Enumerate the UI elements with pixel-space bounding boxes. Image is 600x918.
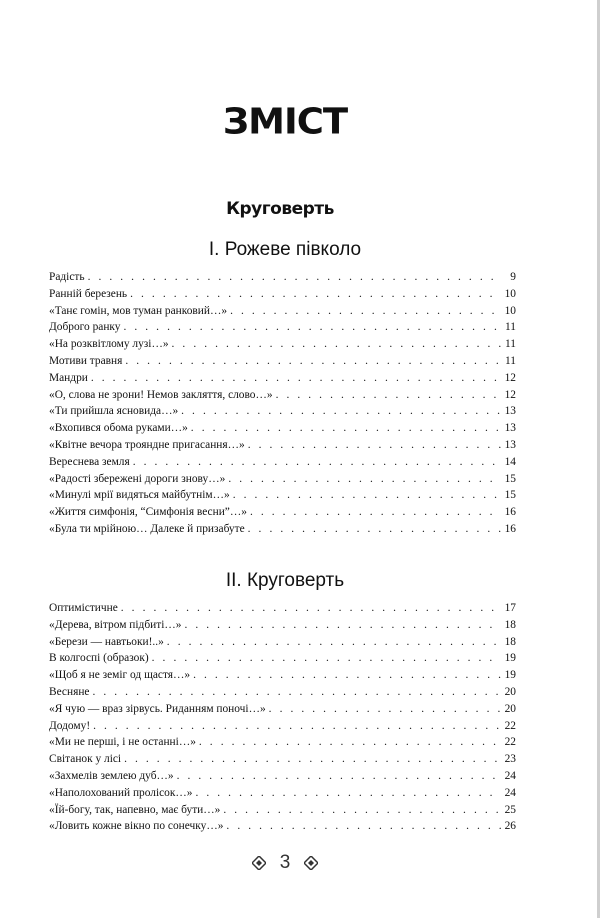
toc-entry-title: «Життя симфонія, “Симфонія весни”…» (49, 506, 247, 519)
toc-entry (49, 405, 516, 422)
toc-leader-dots (199, 736, 501, 748)
toc-entry-page: 20 (504, 702, 516, 715)
toc-entry (49, 720, 516, 737)
section-heading-2: ІІ. Круговерть (225, 570, 345, 591)
toc-entry-title: «Танє гомін, мов туман ранковий…» (49, 304, 228, 317)
toc-leader-dots (91, 372, 501, 384)
toc-entry (49, 271, 516, 288)
toc-entry (49, 288, 516, 305)
toc-entry-title: Радість (49, 271, 85, 283)
toc-entry (49, 652, 516, 669)
toc-entry (49, 489, 516, 506)
toc-leader-dots (250, 506, 501, 518)
toc-entry-title: «Вхопився обома руками…» (49, 422, 188, 435)
toc-entry (49, 506, 516, 523)
toc-entry-title: Весняне (49, 685, 90, 698)
toc-entry-page: 24 (504, 769, 516, 782)
toc-entry-title: «Ловить кожне вікно по сонечку…» (49, 820, 224, 833)
toc-leader-dots (133, 456, 501, 468)
toc-entry-title: «На розквітлому лузі…» (49, 338, 169, 351)
toc-entry-title: «Берези — навтьоки!..» (49, 635, 164, 648)
book-part-title: Круговерть (226, 199, 334, 219)
toc-entry (49, 456, 516, 473)
toc-leader-dots (269, 703, 501, 715)
page-title: ЗМІСТ (222, 101, 348, 142)
toc-entry-title: «Ти прийшла ясновида…» (49, 405, 179, 418)
toc-entry-title: «Щоб я не земіг од щастя…» (49, 669, 191, 682)
toc-entry (49, 804, 516, 821)
toc-entry-page: 9 (510, 271, 516, 283)
toc-entry-title: «Квітне вечора трояндне пригасання…» (49, 438, 245, 451)
diamond-ornament-icon (252, 856, 266, 870)
toc-entry-title: «Я чую — враз зірвусь. Риданням поночі…» (49, 702, 266, 715)
toc-entry-page: 18 (504, 618, 516, 631)
toc-entry (49, 389, 516, 406)
toc-entry-title: Додому! (49, 719, 91, 732)
toc-entry (49, 787, 516, 804)
toc-entry (49, 338, 516, 355)
toc-entry (49, 753, 516, 770)
toc-entry (49, 321, 516, 338)
toc-entry-page: 10 (504, 304, 516, 317)
toc-leader-dots (276, 389, 501, 401)
toc-entry-title: «О, слова не зрони! Немов закляття, слово…» (49, 388, 273, 401)
toc-entry-page: 22 (504, 736, 516, 749)
toc-entry (49, 703, 516, 720)
page-number: 3 (279, 852, 291, 873)
toc-entry-title: Ранній березень (49, 287, 128, 300)
toc-leader-dots (226, 820, 501, 832)
toc-entry-page: 11 (505, 321, 516, 334)
toc-leader-dots (124, 321, 502, 333)
toc-entry (49, 602, 516, 619)
toc-entry-page: 17 (504, 602, 516, 614)
toc-entry (49, 523, 516, 540)
toc-entry-page: 19 (504, 652, 516, 665)
toc-entry-title: «Наполохований пролісок…» (49, 786, 193, 799)
toc-entry (49, 439, 516, 456)
toc-leader-dots (121, 602, 501, 614)
toc-entry (49, 305, 516, 322)
toc-leader-dots (124, 753, 501, 765)
toc-leader-dots (193, 669, 501, 681)
toc-leader-dots (93, 720, 501, 732)
toc-entry-title: «Була ти мрійною… Далеке й призабуте (49, 522, 245, 535)
toc-entry (49, 770, 516, 787)
toc-entry-title: «Захмелів землею дуб…» (49, 769, 174, 782)
toc-leader-dots (248, 439, 501, 451)
toc-leader-dots (196, 787, 502, 799)
toc-entry-page: 13 (504, 422, 516, 435)
toc-entry-title: «Дерева, вітром підбиті…» (49, 618, 182, 631)
toc-entry-title: «Минулі мрії видяться майбутнім…» (49, 489, 230, 502)
toc-leader-dots (88, 271, 501, 283)
toc-entry-page: 11 (505, 354, 516, 367)
toc-entry-page: 24 (504, 786, 516, 799)
toc-entry-title: «Їй-богу, так, напевно, має бути…» (49, 803, 221, 816)
toc-entry (49, 473, 516, 490)
toc-leader-dots (152, 652, 501, 664)
toc-entry-title: Вереснева земля (49, 455, 130, 468)
toc-leader-dots (125, 355, 501, 367)
toc-leader-dots (248, 523, 501, 535)
toc-entry (49, 736, 516, 753)
toc-entry (49, 422, 516, 439)
diamond-ornament-icon (304, 856, 318, 870)
toc-entry-title: «Ми не перші, і не останні…» (49, 736, 196, 749)
toc-entry-page: 13 (504, 438, 516, 451)
toc-leader-dots (177, 770, 501, 782)
toc-entry-page: 26 (504, 820, 516, 833)
toc-entry-page: 15 (504, 472, 516, 485)
toc-entry-page: 20 (504, 685, 516, 698)
toc-entry (49, 636, 516, 653)
toc-entry-title: В колгоспі (образок) (49, 652, 149, 665)
toc-leader-dots (191, 422, 501, 434)
toc-entry (49, 372, 516, 389)
toc-list-section-1 (49, 271, 516, 540)
toc-entry-page: 19 (504, 669, 516, 682)
toc-entry-title: Оптимістичне (49, 602, 118, 614)
toc-leader-dots (130, 288, 501, 300)
section-heading-1: І. Рожеве півколо (208, 239, 362, 260)
toc-entry-title: Мотиви травня (49, 354, 123, 367)
toc-leader-dots (167, 636, 501, 648)
toc-entry-page: 11 (505, 338, 516, 351)
toc-entry-title: «Радості збережені дороги знову…» (49, 472, 226, 485)
toc-entry-page: 25 (504, 803, 516, 816)
toc-leader-dots (228, 473, 501, 485)
toc-entry-title: Доброго ранку (49, 321, 121, 334)
toc-entry-page: 14 (504, 455, 516, 468)
toc-entry (49, 669, 516, 686)
toc-entry-page: 16 (504, 506, 516, 519)
toc-entry-title: Мандри (49, 371, 88, 384)
toc-entry (49, 820, 516, 837)
toc-leader-dots (172, 338, 501, 350)
toc-entry-page: 16 (504, 522, 516, 535)
page-footer (0, 852, 570, 874)
toc-entry-page: 18 (504, 635, 516, 648)
toc-entry-page: 10 (504, 287, 516, 300)
toc-leader-dots (181, 405, 501, 417)
toc-entry-page: 12 (504, 371, 516, 384)
toc-entry-page: 15 (504, 489, 516, 502)
toc-entry (49, 686, 516, 703)
toc-entry (49, 619, 516, 636)
toc-entry-page: 22 (504, 719, 516, 732)
toc-entry-page: 13 (504, 405, 516, 418)
toc-leader-dots (223, 804, 501, 816)
toc-entry (49, 355, 516, 372)
toc-list-section-2 (49, 602, 516, 837)
toc-leader-dots (184, 619, 501, 631)
toc-leader-dots (233, 489, 501, 501)
toc-entry-page: 12 (504, 388, 516, 401)
toc-entry-page: 23 (504, 753, 516, 766)
toc-leader-dots (230, 305, 501, 317)
toc-entry-title: Світанок у лісі (49, 753, 122, 766)
toc-leader-dots (92, 686, 501, 698)
